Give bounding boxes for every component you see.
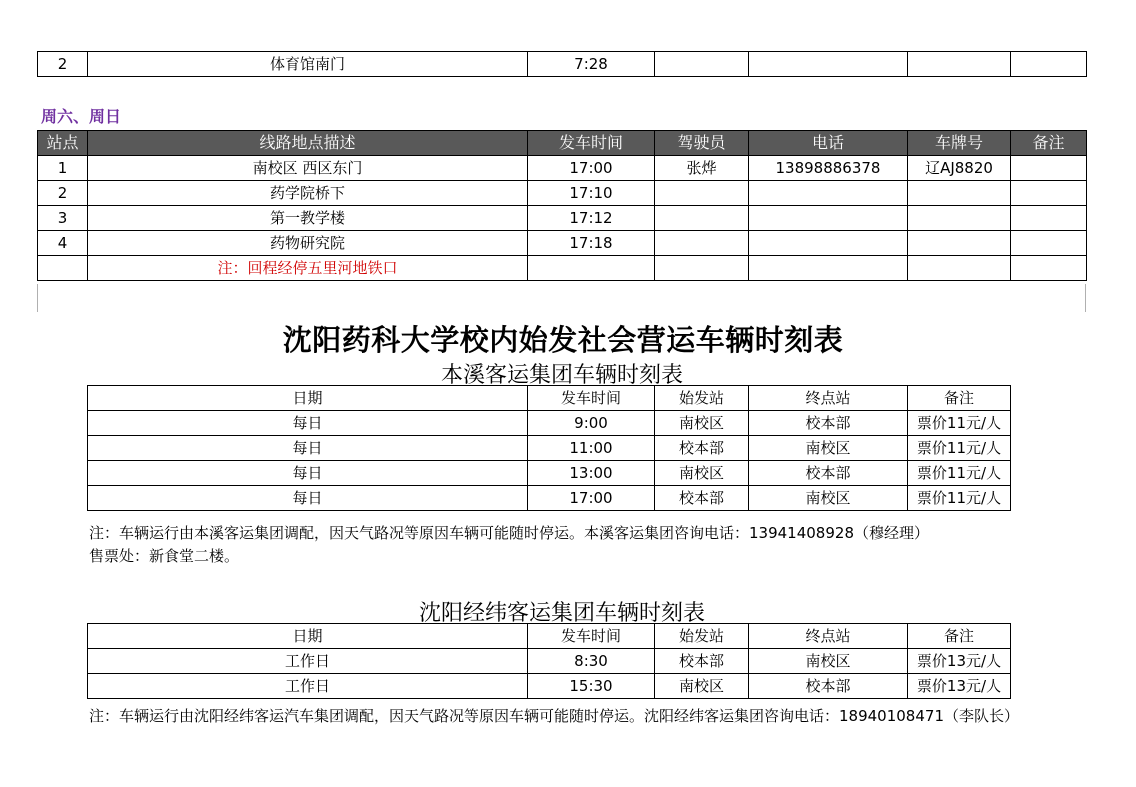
column-header: 线路地点描述	[88, 131, 528, 156]
from-cell: 南校区	[655, 674, 749, 699]
time-cell: 17:12	[528, 206, 655, 231]
time-cell: 13:00	[528, 461, 655, 486]
column-header: 车牌号	[908, 131, 1011, 156]
to-cell: 校本部	[749, 461, 908, 486]
driver-cell	[655, 231, 749, 256]
jingwei-note: 注：车辆运行由沈阳经纬客运汽车集团调配，因天气路况等原因车辆可能随时停运。沈阳经纬客运集团咨询电话：18940108471（李队长）	[89, 707, 1019, 725]
plate-cell	[908, 206, 1011, 231]
remark-cell: 票价11元/人	[908, 436, 1011, 461]
column-header: 驾驶员	[655, 131, 749, 156]
weekday-schedule-table-tail	[37, 51, 1087, 77]
date-cell: 工作日	[88, 649, 528, 674]
phone-cell: 13898886378	[749, 156, 908, 181]
column-header: 始发站	[655, 624, 749, 649]
time-cell: 17:18	[528, 231, 655, 256]
from-cell: 校本部	[655, 436, 749, 461]
table-row	[88, 486, 1011, 511]
from-cell: 南校区	[655, 461, 749, 486]
location-cell: 第一教学楼	[88, 206, 528, 231]
return-note-cell: 注：回程经停五里河地铁口	[88, 256, 528, 281]
weekend-schedule-table	[37, 130, 1087, 281]
date-cell: 工作日	[88, 674, 528, 699]
from-cell: 校本部	[655, 486, 749, 511]
remark-cell: 票价11元/人	[908, 411, 1011, 436]
column-header: 日期	[88, 624, 528, 649]
column-header: 电话	[749, 131, 908, 156]
remark-cell: 票价11元/人	[908, 461, 1011, 486]
column-header: 终点站	[749, 386, 908, 411]
to-cell: 南校区	[749, 649, 908, 674]
phone-cell	[749, 206, 908, 231]
time-cell: 11:00	[528, 436, 655, 461]
benxi-note: 注：车辆运行由本溪客运集团调配，因天气路况等原因车辆可能随时停运。本溪客运集团咨询电话：13941408928（穆经理）	[89, 524, 929, 542]
plate-cell	[908, 181, 1011, 206]
table-row	[38, 181, 1087, 206]
remark-cell	[1011, 156, 1087, 181]
time-cell: 15:30	[528, 674, 655, 699]
table-row	[38, 52, 1087, 77]
grid-line-left	[37, 284, 38, 312]
stop-cell: 4	[38, 231, 88, 256]
time-cell: 9:00	[528, 411, 655, 436]
table-header-row	[88, 624, 1011, 649]
plate-cell: 辽AJ8820	[908, 156, 1011, 181]
date-cell: 每日	[88, 436, 528, 461]
time-cell: 17:00	[528, 486, 655, 511]
date-cell: 每日	[88, 461, 528, 486]
stop-cell: 1	[38, 156, 88, 181]
to-cell: 南校区	[749, 486, 908, 511]
to-cell: 校本部	[749, 411, 908, 436]
location-cell: 药学院桥下	[88, 181, 528, 206]
column-header: 发车时间	[528, 131, 655, 156]
from-cell: 南校区	[655, 411, 749, 436]
table-header-row	[88, 386, 1011, 411]
driver-cell: 张烨	[655, 156, 749, 181]
remark-cell	[1011, 181, 1087, 206]
time-cell: 8:30	[528, 649, 655, 674]
table-row	[38, 231, 1087, 256]
location-cell: 南校区 西区东门	[88, 156, 528, 181]
column-header: 始发站	[655, 386, 749, 411]
stop-cell: 2	[38, 181, 88, 206]
stop-cell: 3	[38, 206, 88, 231]
weekend-section-label: 周六、周日	[41, 107, 122, 126]
ticket-office-note: 售票处：新食堂二楼。	[89, 547, 240, 565]
phone-cell	[749, 231, 908, 256]
column-header: 站点	[38, 131, 88, 156]
table-header-row	[38, 131, 1087, 156]
to-cell: 校本部	[749, 674, 908, 699]
time-cell: 17:10	[528, 181, 655, 206]
driver-cell	[655, 181, 749, 206]
column-header: 发车时间	[528, 624, 655, 649]
page-title: 沈阳药科大学校内始发社会营运车辆时刻表	[282, 323, 844, 357]
table-row	[88, 649, 1011, 674]
from-cell: 校本部	[655, 649, 749, 674]
remark-cell	[1011, 206, 1087, 231]
table-row	[38, 256, 1087, 281]
column-header: 备注	[1011, 131, 1087, 156]
location-cell: 体育馆南门	[88, 52, 528, 77]
table-row	[38, 156, 1087, 181]
phone-cell	[749, 181, 908, 206]
benxi-table-title: 本溪客运集团车辆时刻表	[440, 363, 683, 388]
table-row	[88, 411, 1011, 436]
column-header: 日期	[88, 386, 528, 411]
driver-cell	[655, 206, 749, 231]
remark-cell: 票价11元/人	[908, 486, 1011, 511]
table-row	[88, 461, 1011, 486]
column-header: 备注	[908, 386, 1011, 411]
grid-line-right	[1085, 284, 1086, 312]
date-cell: 每日	[88, 411, 528, 436]
remark-cell	[1011, 231, 1087, 256]
time-cell: 17:00	[528, 156, 655, 181]
plate-cell	[908, 231, 1011, 256]
stop-cell: 2	[38, 52, 88, 77]
remark-cell: 票价13元/人	[908, 674, 1011, 699]
column-header: 终点站	[749, 624, 908, 649]
table-row	[88, 674, 1011, 699]
time-cell: 7:28	[528, 52, 655, 77]
to-cell: 南校区	[749, 436, 908, 461]
jingwei-table-title: 沈阳经纬客运集团车辆时刻表	[418, 601, 705, 626]
table-row	[88, 436, 1011, 461]
jingwei-schedule-table	[87, 623, 1011, 699]
benxi-schedule-table	[87, 385, 1011, 511]
column-header: 备注	[908, 624, 1011, 649]
location-cell: 药物研究院	[88, 231, 528, 256]
table-row	[38, 206, 1087, 231]
remark-cell: 票价13元/人	[908, 649, 1011, 674]
column-header: 发车时间	[528, 386, 655, 411]
date-cell: 每日	[88, 486, 528, 511]
